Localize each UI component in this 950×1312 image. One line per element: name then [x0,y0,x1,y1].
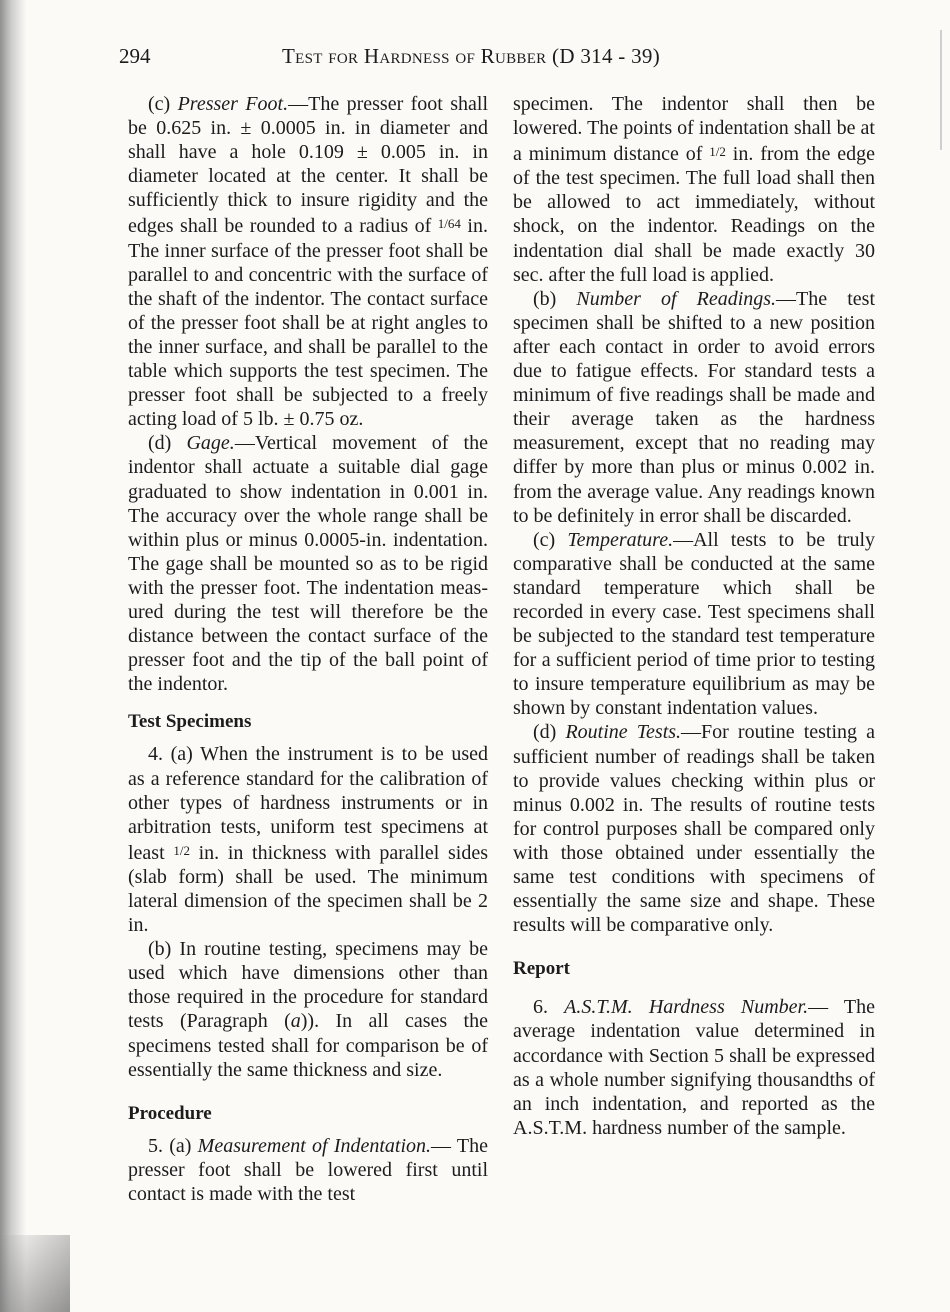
page-corner-shadow [0,1235,70,1312]
paragraph-specimens-b: (b) In routine testing, specimens may be used which have dimensions other than those required in the procedure for standard tests (Paragraph (a)). In all cases the specimens tested shall for comparison be of essentially the same thickness and size. [128,938,489,1081]
paragraph-presser-foot: (c) Presser Foot.—The presser foot shall be 0.625 in. ± 0.0005 in. in diameter and shall have a hole 0.109 ± 0.005 in. in diameter located at the center. It shall be sufficiently thick to insure rigidity and the edges shall be rounded to a radius of $^{1/64}$ in. The inner surface of the presser foot shall be parallel to and concentric with the surface of the shaft of the indentor. The contact surface of the presser foot shall be at right angles to the inner surface, and shall be parallel to the table which supports the test specimen. The presser foot shall be subjected to a freely acting load of 5 lb. ± 0.75 oz. [128,93,489,431]
heading-presser-foot: Presser Foot. [177,93,289,115]
fraction-one-half: 1/2 [709,144,726,160]
paragraph-procedure-a: 5. (a) Measurement of Indentation.— The presser foot shall be lowered first until contact is made with the test [128,1134,488,1206]
paragraph-number-of-readings: (b) Number of Readings.—The test specimen shall be shifted to a new position after each contact in order to avoid errors due to fatigue effects. For standard tests a minimum of five readings shall be made and their average taken as the hardness measurement, except that no reading may differ by more than plus or minus 0.002 in. from the average value. Any readings known to be definitely in error shall be discarded. [513,287,876,527]
right-column [513,92,875,1140]
paragraph-routine-tests: (d) Routine Tests.—For routine testing a sufficient number of readings shall be taken to provide values checking within plus or minus 0.002 in. The results of routine tests for control purposes shall be compared only with those obtained under essentially the same test conditions with specimens of essentially the same size and shape. These results will be comparative only. [513,721,876,937]
page-binding-shadow [0,0,26,1312]
fraction-one-sixty-fourth: 1/64 [437,216,461,232]
section-heading-report: Report [513,958,570,980]
paragraph-procedure-a-continued: specimen. The indentor shall then be lowered. The points of indentation shall be at a minimum distance of $^{1/2}$ in. from the edge of the test specimen. The full load shall then be allowed to act immediately, without shock, on the indentor. Readings on the indentation dial shall be made exactly 30 sec. after the full load is applied. [513,93,875,286]
left-column [128,92,488,1206]
fraction-one-half: 1/2 [173,842,190,858]
heading-routine-tests: Routine Tests. [565,721,682,744]
heading-number-of-readings: Number of Readings. [576,287,777,310]
page-number: 294 [119,44,151,68]
paragraph-temperature: (c) Temperature.—All tests to be truly comparative shall be conducted at the same standard temperature which shall be recorded in every case. Test specimens shall be subjected to the standard test temperature for a sufficient period of time prior to testing to insure temperature equilibrium as may be shown by constant indentation values. [513,528,876,720]
section-heading-procedure: Procedure [128,1102,212,1124]
heading-astm-hardness-number: A.S.T.M. Hardness Number. [564,996,809,1019]
section-heading-test-specimens: Test Specimens [128,711,252,733]
page-header [0,40,950,70]
paragraph-specimens-a: 4. (a) When the instrument is to be used as a reference standard for the calibration of other types of hardness instruments or in arbitration tests, uniform test specimens at least $^{1/2}$ in. in thickness with parallel sides (slab form) shall be used. The minimum lateral dimension of the specimen shall be 2 in. [128,743,488,937]
paragraph-gage: (d) Gage.—Vertical movement of the indentor shall actuate a suitable dial gage graduated to show indentation in 0.001 in. The accuracy over the whole range shall be within plus or minus 0.0005-in. indentation. The gage shall be mounted so as to be rigid with the presser foot. The indentation measured during the test will therefore be the distance between the contact surface of the presser foot and the tip of the ball point of the indentor. [128,432,488,696]
running-title: Test for Hardness of Rubber (D 314 - 39) [282,44,661,68]
paragraph-hardness-number: 6. A.S.T.M. Hardness Number.— The average indentation value determined in accordance with Section 5 shall be expressed as a whole number signifying thousandths of an inch indentation, and reported as the A.S.T.M. hardness number of the sample. [513,996,876,1139]
heading-measurement-of-indentation: Measurement of Indentation. [197,1134,432,1157]
heading-gage: Gage. [186,432,235,455]
heading-temperature: Temperature. [567,528,674,551]
